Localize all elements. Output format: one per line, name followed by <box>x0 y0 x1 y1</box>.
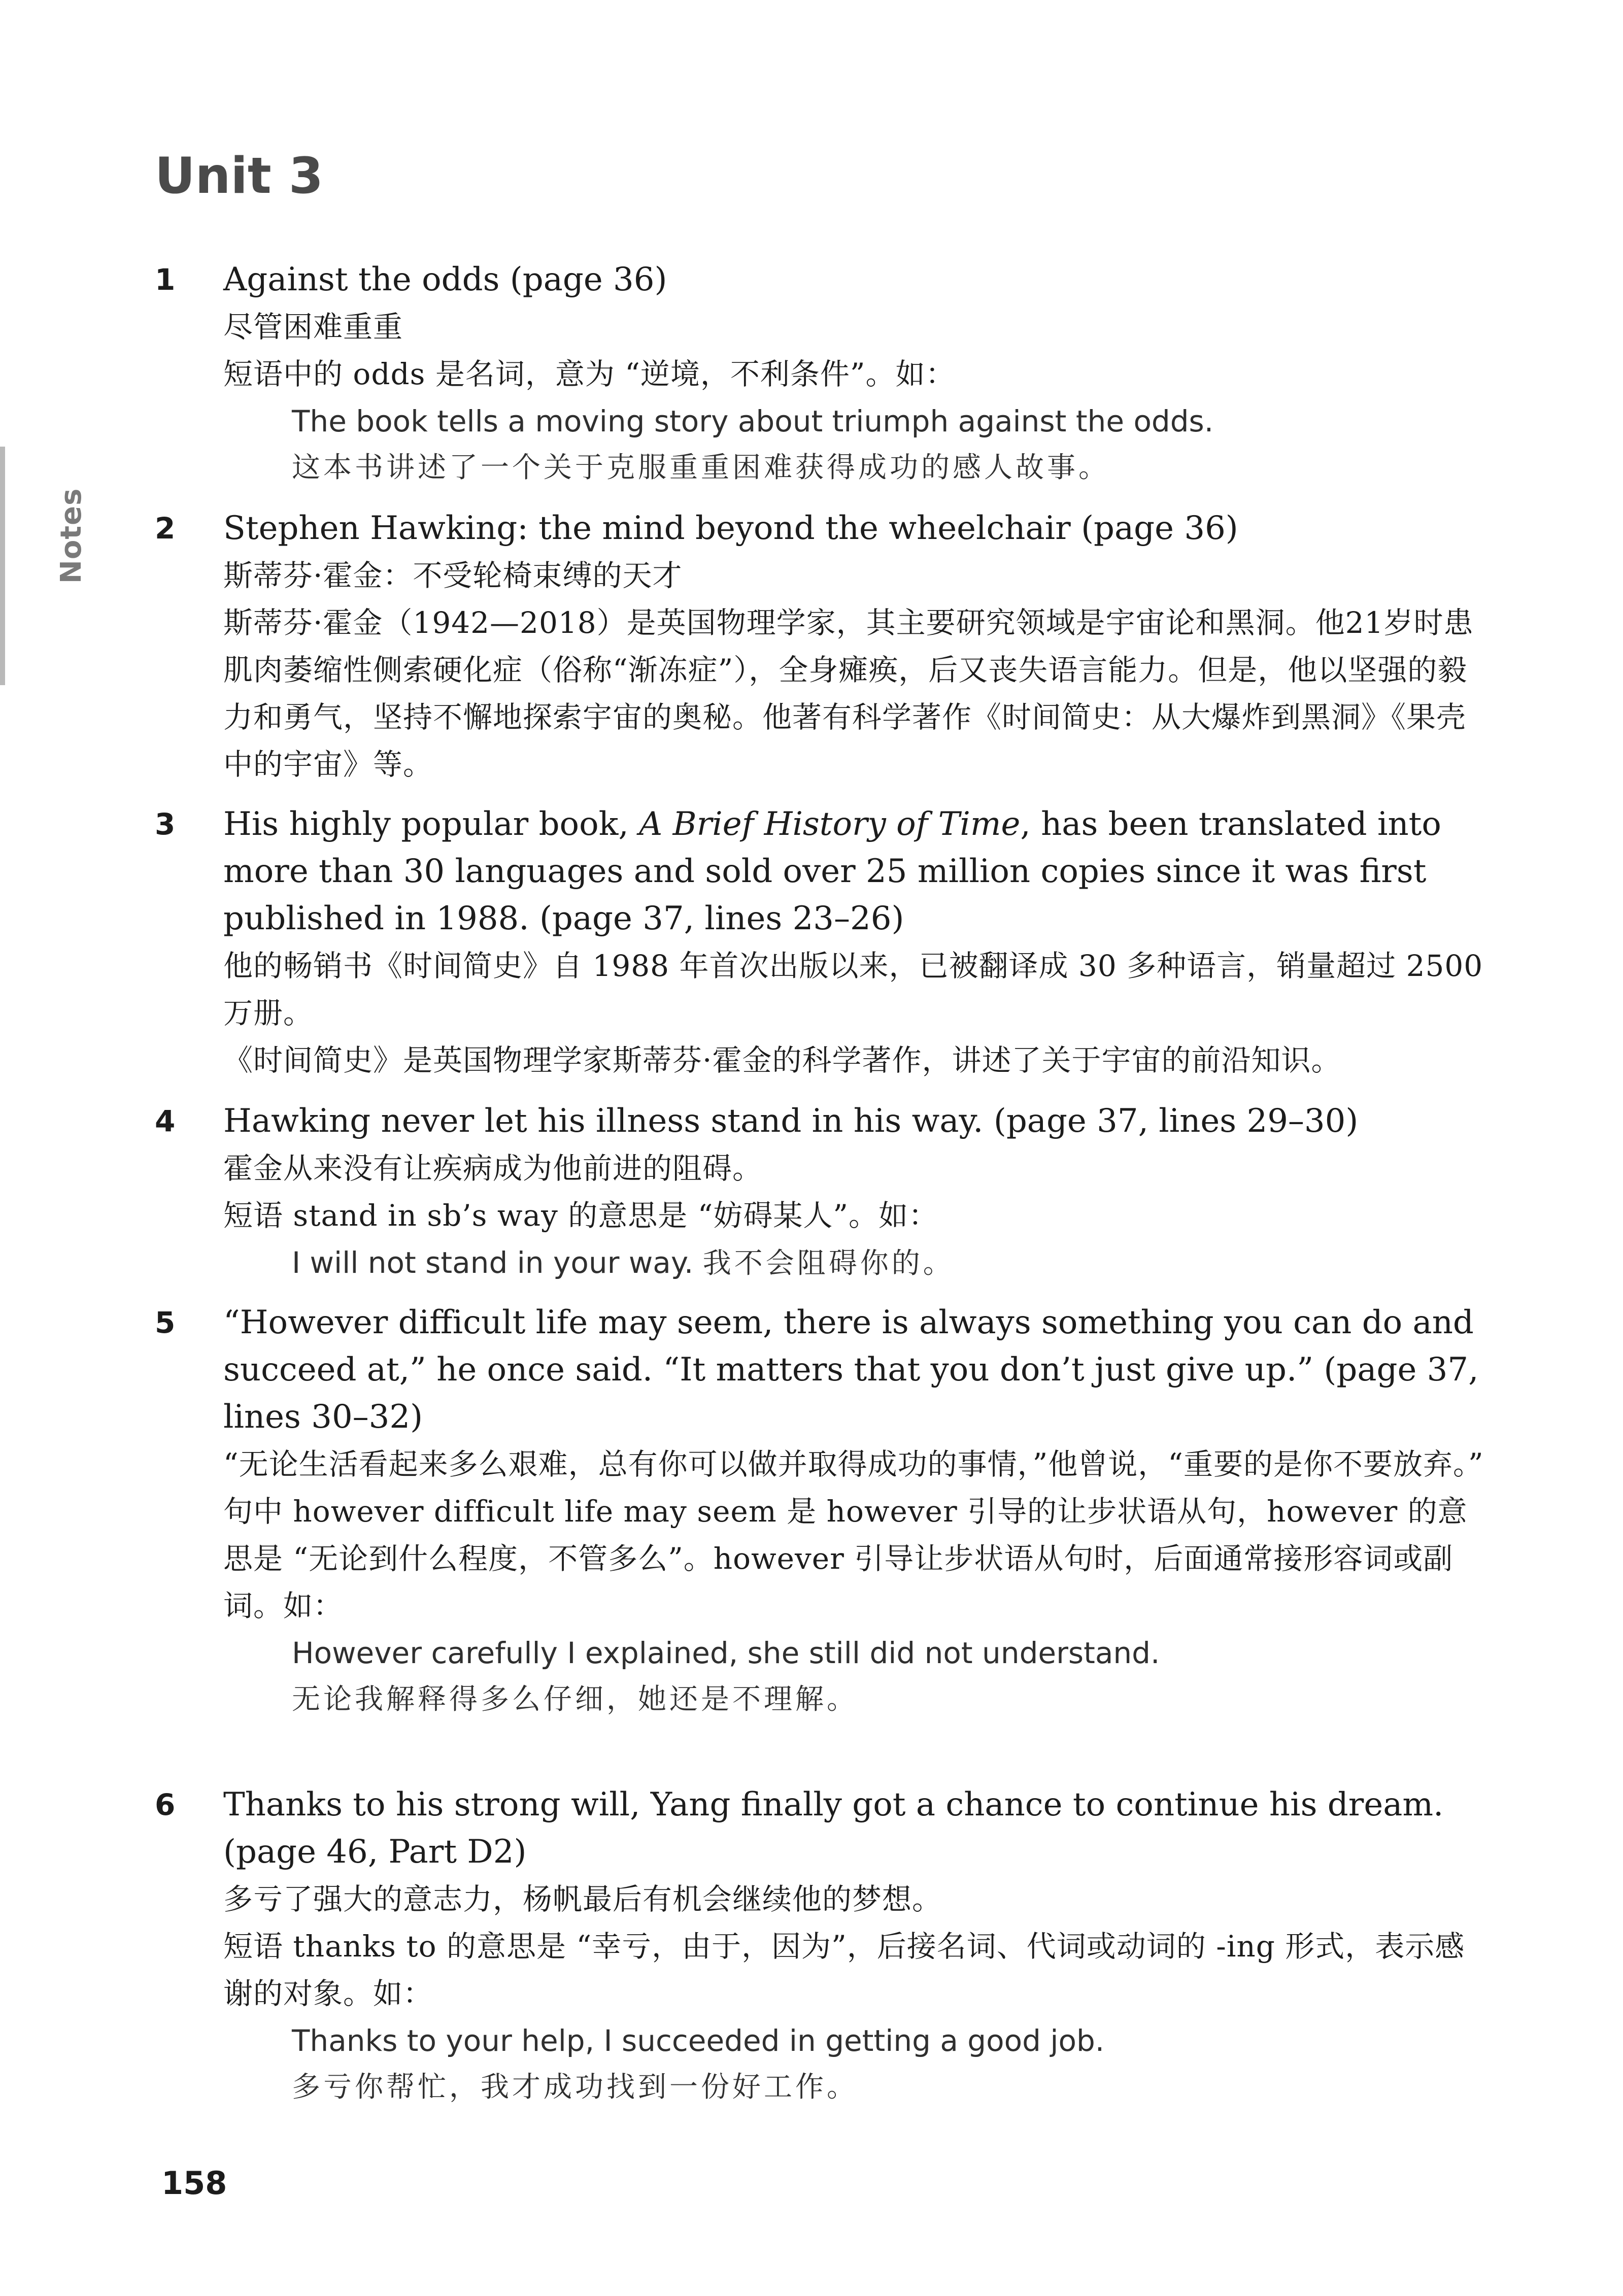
book-title: A Brief History of Time <box>639 805 1021 843</box>
note-explanation: 短语 stand in sb’s way 的意思是 “妨碍某人”。如： <box>223 1198 939 1233</box>
note-number: 5 <box>155 1305 176 1340</box>
example-en: Thanks to your help, I succeeded in getting a good job. <box>292 2023 1105 2058</box>
note-translation: 斯蒂芬·霍金：不受轮椅束缚的天才 <box>223 558 683 593</box>
page-number: 158 <box>161 2165 227 2202</box>
example-en: The book tells a moving story about triumph against the odds. <box>292 404 1214 438</box>
note-5 <box>155 1299 1495 1723</box>
note-1 <box>155 256 1495 491</box>
side-label: Notes <box>55 488 88 584</box>
note-heading: Hawking never let his illness stand in his way. (page 37, lines 29–30) <box>223 1102 1359 1140</box>
note-explanation: 斯蒂芬·霍金（1942—2018）是英国物理学家，其主要研究领域是宇宙论和黑洞。他21岁时患肌肉萎缩性侧索硬化症（俗称“渐冻症”），全身瘫痪，后又丧失语言能力。但是，他以坚强的毅力和勇气，坚持不懈地探索宇宙的奥秘。他著有科学著作《时间简史：从大爆炸到黑洞》《果壳中的宇宙》等。 <box>223 605 1474 782</box>
note-number: 6 <box>155 1787 176 1822</box>
note-number: 4 <box>155 1104 176 1138</box>
example-en: I will not stand in your way. <box>292 1245 694 1280</box>
note-translation: 尽管困难重重 <box>223 310 403 344</box>
side-tab-marker <box>0 447 5 685</box>
note-2 <box>155 505 1495 788</box>
note-translation: 霍金从来没有让疾病成为他前进的阻碍。 <box>223 1151 763 1186</box>
heading-text: His highly popular book, <box>223 805 639 843</box>
note-explanation: 《时间简史》是英国物理学家斯蒂芬·霍金的科学著作，讲述了关于宇宙的前沿知识。 <box>223 1043 1341 1077</box>
note-explanation: 句中 however difficult life may seem 是 however 引导的让步状语从句，however 的意思是 “无论到什么程度，不管多么”。however 引导让步状语从句时，后面通常接形容词或副词。如： <box>223 1494 1468 1623</box>
example-en: However carefully I explained, she still did not understand. <box>292 1636 1160 1670</box>
note-explanation: 短语中的 odds 是名词，意为 “逆境，不利条件”。如： <box>223 357 956 391</box>
example-zh: 无论我解释得多么仔细，她还是不理解。 <box>292 1683 858 1716</box>
unit-title: Unit 3 <box>155 147 324 205</box>
note-3 <box>155 801 1495 1084</box>
note-6 <box>155 1781 1495 2111</box>
note-heading: “However difficult life may seem, there is always something you can do and succeed at,” he once said. “It matters that you don’t just give up.” (page 37, lines 30–32) <box>223 1304 1479 1436</box>
note-number: 3 <box>155 807 176 841</box>
example-zh: 我不会阻碍你的。 <box>702 1247 955 1280</box>
example-zh: 多亏你帮忙，我才成功找到一份好工作。 <box>292 2071 858 2104</box>
note-4 <box>155 1098 1495 1287</box>
note-translation: 多亏了强大的意志力，杨帆最后有机会继续他的梦想。 <box>223 1882 942 1916</box>
note-heading: Stephen Hawking: the mind beyond the wheelchair (page 36) <box>223 510 1238 547</box>
note-explanation: 短语 thanks to 的意思是 “幸亏，由于，因为”，后接名词、代词或动词的 -ing 形式，表示感谢的对象。如： <box>223 1929 1465 2011</box>
note-heading <box>223 801 1495 942</box>
note-translation: “无论生活看起来多么艰难，总有你可以做并取得成功的事情，”他曾说，“重要的是你不要放弃。” <box>223 1447 1484 1481</box>
note-translation: 他的畅销书《时间简史》自 1988 年首次出版以来，已被翻译成 30 多种语言，销量超过 2500 万册。 <box>223 949 1483 1030</box>
note-number: 2 <box>155 511 176 546</box>
example-zh: 这本书讲述了一个关于克服重重困难获得成功的感人故事。 <box>292 451 1110 484</box>
heading-text: , has been translated into more than 30 languages and sold over 25 million copies since it was first published in 1988. (page 37, lines 23–26) <box>223 805 1441 937</box>
note-number: 1 <box>155 262 176 297</box>
note-heading: Against the odds (page 36) <box>223 261 667 298</box>
note-heading: Thanks to his strong will, Yang finally got a chance to continue his dream. (page 46, Part D2) <box>223 1786 1444 1871</box>
example <box>292 1239 1495 1287</box>
